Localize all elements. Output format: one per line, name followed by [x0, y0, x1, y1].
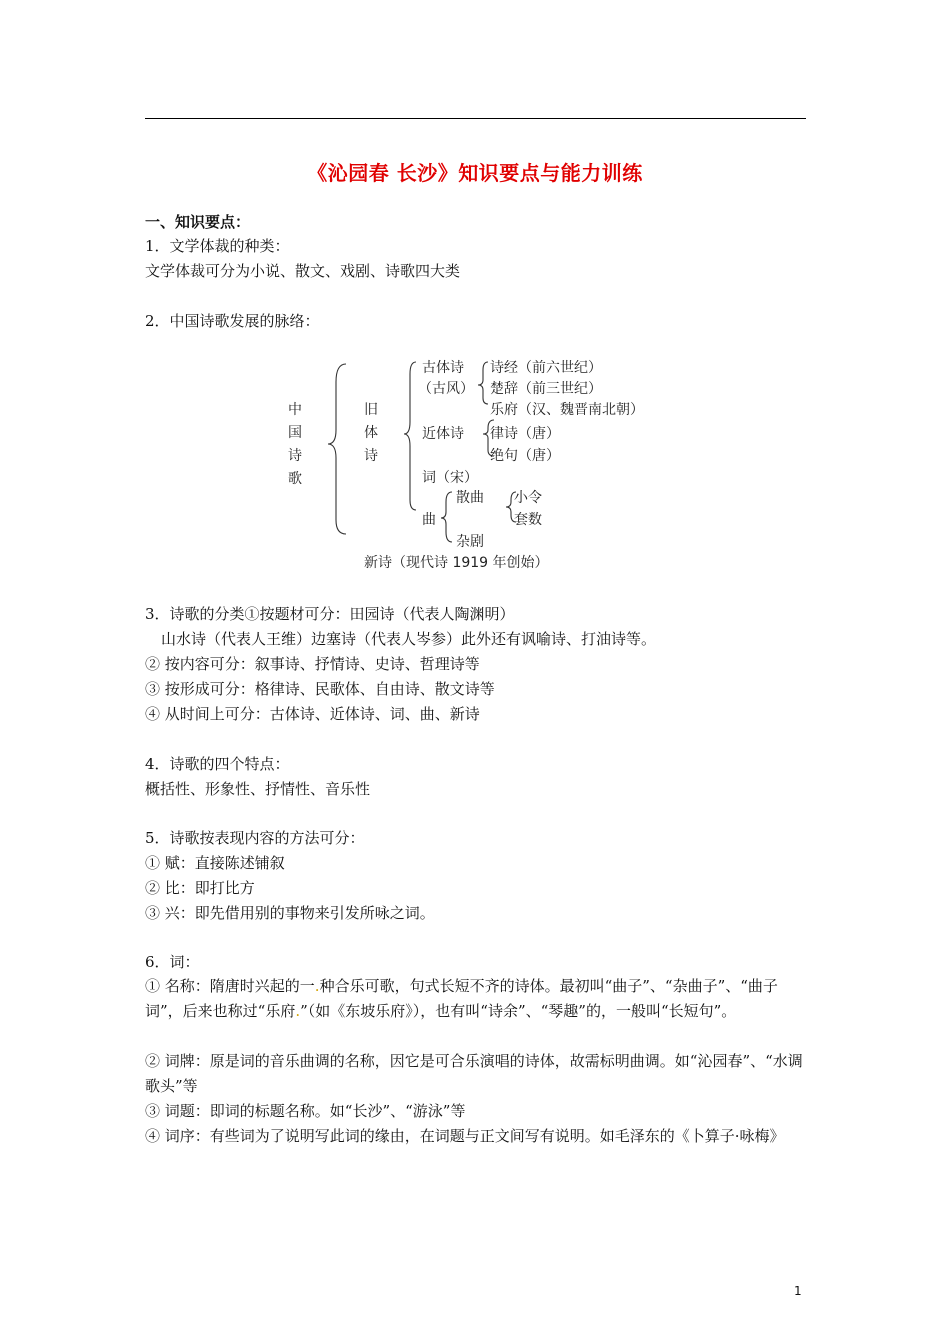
item6-mingcheng [145, 974, 810, 1024]
chuci-label: 楚辞（前三世纪） [490, 381, 602, 397]
old-poetry-brace [404, 362, 416, 510]
root-char: 国 [288, 425, 302, 441]
mingcheng-part: 种合乐可歌，句式长短不齐的诗体。最初叫“曲子”、“杂曲子”、“曲子词”，后来也称过“乐府 [145, 977, 778, 1020]
item3-line1: 3．诗歌的分类①按题材可分：田园诗（代表人陶渊明） [145, 605, 515, 623]
item3-line5: ④ 从时间上可分：古体诗、近体诗、词、曲、新诗 [145, 705, 480, 723]
item6-heading: 6．词： [145, 953, 200, 971]
jueju-label: 绝句（唐） [490, 448, 560, 464]
page-number: 1 [794, 1284, 802, 1298]
item6-cixu: ④ 词序：有些词为了说明写此词的缘由，在词题与正文间写有说明。如毛泽东的《卜算子·咏梅》 [145, 1127, 785, 1145]
item3-line3: ② 按内容可分：叙事诗、抒情诗、史诗、哲理诗等 [145, 655, 480, 673]
poetry-lineage-diagram [280, 352, 700, 577]
item6-cipai: ② 词牌：原是词的音乐曲调的名称，因它是可合乐演唱的诗体，故需标明曲调。如“沁园春”、“水调歌头”等 [145, 1052, 803, 1095]
root-char: 中 [288, 402, 302, 418]
mingcheng-part: ① 名称：隋唐时兴起的一 [145, 977, 315, 995]
gutishi-label: 古体诗 [422, 360, 464, 376]
old-poetry-char: 体 [364, 425, 378, 441]
ci-label: 词（宋） [422, 470, 478, 486]
item3-line4: ③ 按形成可分：格律诗、民歌体、自由诗、散文诗等 [145, 680, 495, 698]
mingcheng-part: ”（如《东坡乐府》），也有叫“诗余”、“琴趣”的，一般叫“长短句”。 [300, 1002, 737, 1020]
item5-heading: 5．诗歌按表现内容的方法可分： [145, 829, 365, 847]
item5-xing: ③ 兴：即先借用别的事物来引发所咏之词。 [145, 904, 435, 922]
item2-heading: 2．中国诗歌发展的脉络： [145, 312, 320, 330]
edit-mark: . [314, 977, 320, 995]
root-brace [328, 364, 346, 534]
item3-line2: 山水诗（代表人王维）边塞诗（代表人岑参）此外还有讽喻诗、打油诗等。 [161, 630, 657, 648]
gutishi-brace [478, 362, 488, 404]
old-poetry-char: 旧 [364, 402, 378, 418]
old-poetry-char: 诗 [364, 448, 378, 464]
item4-text: 概括性、形象性、抒情性、音乐性 [145, 780, 371, 798]
sanqu-label: 散曲 [456, 490, 484, 506]
qu-brace [441, 492, 452, 542]
taoshu-label: 套数 [514, 512, 542, 528]
root-char: 歌 [288, 471, 302, 487]
root-char: 诗 [288, 448, 302, 464]
item1-heading: 1．文学体裁的种类： [145, 237, 290, 255]
gufeng-label: （古风） [418, 381, 474, 397]
xiaoling-label: 小令 [514, 490, 542, 506]
lvshi-label: 律诗（唐） [490, 426, 560, 442]
item5-fu: ① 赋：直接陈述铺叙 [145, 854, 285, 872]
jintishi-label: 近体诗 [422, 426, 464, 442]
item5-bi: ② 比：即打比方 [145, 879, 255, 897]
qu-label: 曲 [422, 512, 436, 528]
section-heading: 一、知识要点： [145, 213, 251, 231]
edit-mark: . [295, 1002, 301, 1020]
item6-biaoti: ③ 词题：即词的标题名称。如“长沙”、“游泳”等 [145, 1102, 466, 1120]
yuefu-label: 乐府（汉、魏晋南北朝） [490, 402, 644, 418]
header-rule [145, 118, 806, 119]
item1-text: 文学体裁可分为小说、散文、戏剧、诗歌四大类 [145, 262, 461, 280]
item4-heading: 4．诗歌的四个特点： [145, 755, 290, 773]
page-title: 《沁园春 长沙》知识要点与能力训练 [307, 161, 643, 185]
zaju-label: 杂剧 [456, 534, 484, 550]
shijing-label: 诗经（前六世纪） [490, 360, 602, 376]
xinshi-label: 新诗（现代诗 1919 年创始） [364, 555, 549, 571]
